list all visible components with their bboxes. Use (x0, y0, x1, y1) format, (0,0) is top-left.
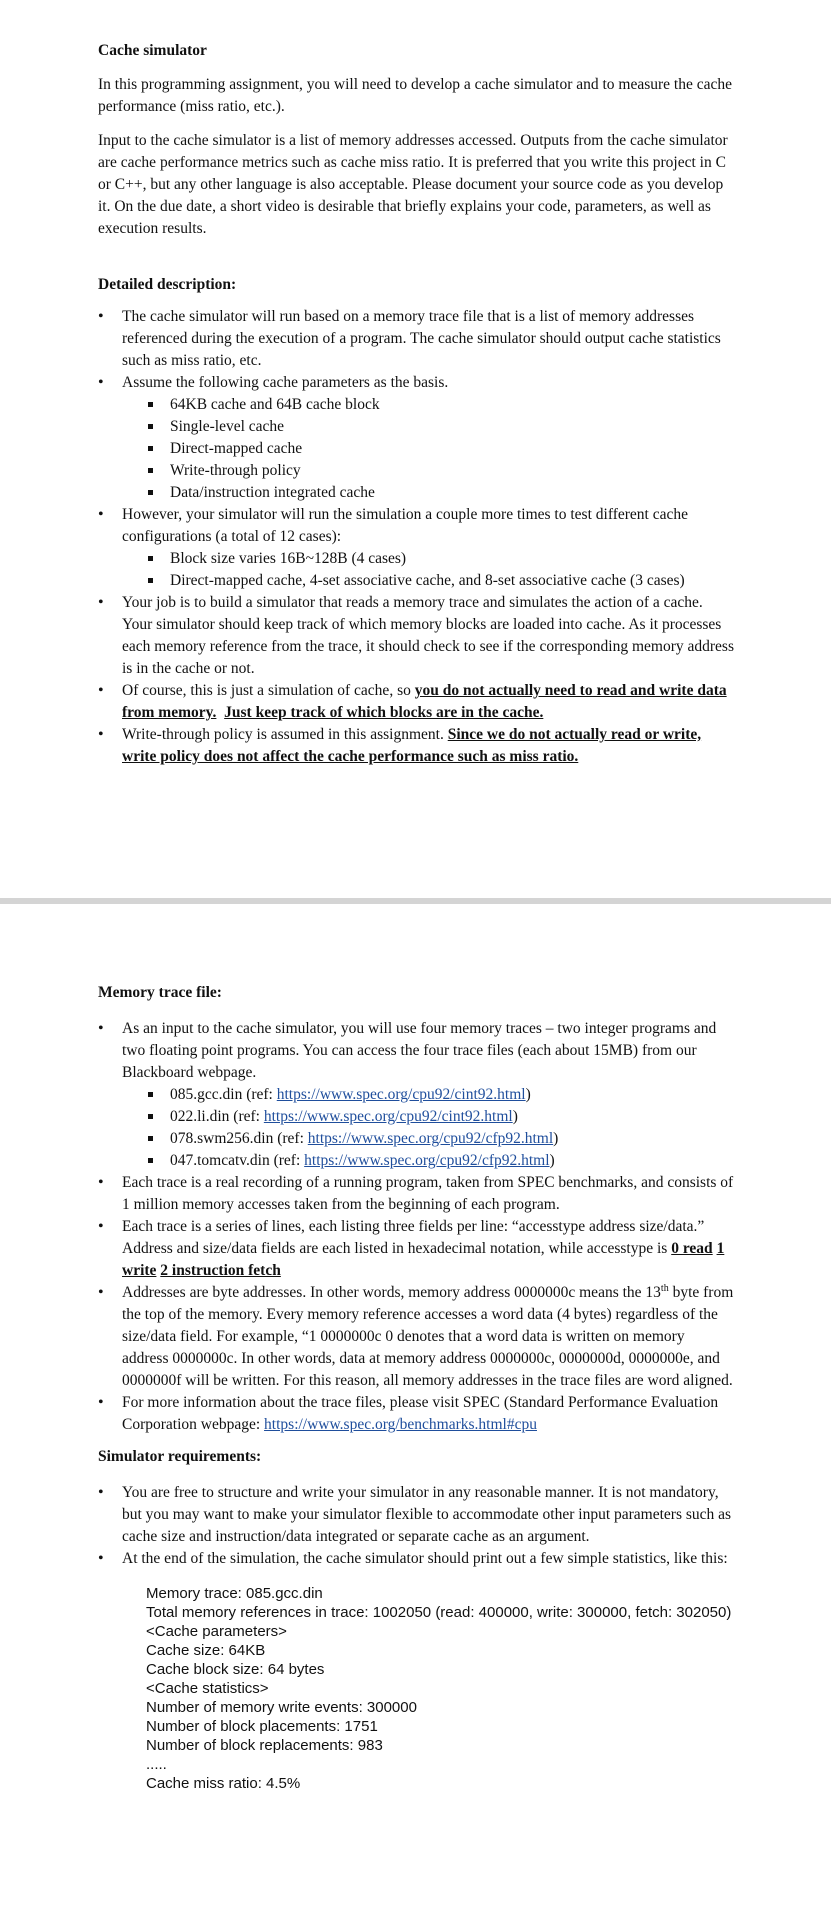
list-item-text: Write-through policy is assumed in this assignment. (122, 726, 448, 743)
output-line: Total memory references in trace: 1002050 (read: 400000, write: 300000, fetch: 302050) (146, 1604, 732, 1621)
trace-file-item (146, 1084, 734, 1106)
paren: ) (525, 1086, 531, 1103)
list-item (98, 1548, 734, 1570)
simulator-requirements-list (98, 1482, 734, 1570)
intro-paragraph-1: In this programming assignment, you will need to develop a cache simulator and to measure the cache performance (miss ratio, etc.). (98, 76, 733, 115)
trace-file-name: 047.tomcatv.din (ref: (170, 1152, 305, 1169)
list-item-text: As an input to the cache simulator, you will use four memory traces – two integer programs and two floating point programs. You can access the four trace files (each about 15MB) from our Blackboard webpage. (122, 1020, 717, 1081)
list-item (98, 1282, 734, 1392)
list-item-text: byte from the top of the memory. Every memory reference accesses a word data (4 bytes) regardless of the size/data field. For example, “1 0000000c 0 denotes that a word data is written on memory address 0000000c. In other words, data at memory address 0000000c, 0000000d, 0000000e, and 0000000f will be written. For this reason, all memory addresses in the trace files are word aligned. (122, 1284, 734, 1389)
list-item-text: Each trace is a series of lines, each listing three fields per line: “accesstype address size/data.” Address and size/data fields are each listed in hexadecimal notation, while accesstype is (122, 1218, 705, 1257)
list-item (98, 1482, 734, 1548)
paren: ) (549, 1152, 555, 1169)
list-item (98, 680, 734, 724)
trace-file-item (146, 1128, 734, 1150)
list-item (98, 1392, 734, 1436)
emphasis-text: you do not actually need to read and write data from memory. (122, 682, 727, 721)
output-line: Number of block replacements: 983 (146, 1737, 383, 1754)
sub-list-item: Single-level cache (146, 416, 734, 438)
list-item (98, 724, 734, 768)
list-item-text: Assume the following cache parameters as the basis. (122, 374, 449, 391)
list-item-text: Of course, this is just a simulation of cache, so (122, 682, 415, 699)
list-item (98, 1216, 734, 1282)
list-item (98, 592, 734, 680)
trace-ref-link[interactable]: https://www.spec.org/cpu92/cfp92.html (304, 1152, 550, 1169)
sub-list-item: 64KB cache and 64B cache block (146, 394, 734, 416)
list-item-text: Each trace is a real recording of a running program, taken from SPEC benchmarks, and consists of 1 million memory accesses taken from the beginning of each program. (122, 1174, 734, 1213)
output-line: Cache block size: 64 bytes (146, 1661, 325, 1678)
page-2-content (98, 982, 734, 1793)
intro-paragraph-2: Input to the cache simulator is a list of memory addresses accessed. Outputs from the cache simulator are cache performance metrics such as cache miss ratio. It is preferred that you write this project in C or C++, but any other language is also acceptable. Please document your source code as you develop it. On the due date, a short video is desirable that briefly explains your code, parameters, as well as execution results. (98, 132, 728, 237)
trace-file-item (146, 1150, 734, 1172)
accesstype-read: 0 read (671, 1240, 713, 1257)
sub-list-item: Write-through policy (146, 460, 734, 482)
sub-list-item: Direct-mapped cache, 4-set associative cache, and 8-set associative cache (3 cases) (146, 570, 734, 592)
paren: ) (553, 1130, 559, 1147)
cache-configurations-list (122, 548, 734, 592)
accesstype-fetch: 2 instruction fetch (160, 1262, 281, 1279)
output-line: Number of memory write events: 300000 (146, 1699, 417, 1716)
output-line: <Cache parameters> (146, 1623, 287, 1640)
cache-parameters-list (122, 394, 734, 504)
ordinal-suffix: th (660, 1282, 669, 1294)
list-item-text: Your job is to build a simulator that reads a memory trace and simulates the action of a cache. Your simulator should keep track of which memory blocks are loaded into cache. As it processes each memory reference from the trace, it should check to see if the corresponding memory address is in the cache or not. (122, 594, 735, 677)
trace-files-list (122, 1084, 734, 1172)
list-item (98, 372, 734, 504)
memory-trace-heading: Memory trace file: (98, 984, 222, 1001)
trace-file-item (146, 1106, 734, 1128)
sample-output-block (146, 1584, 734, 1793)
list-item (98, 1172, 734, 1216)
emphasis-text: Since we do not actually read or write, write policy does not affect the cache performance such as miss ratio. (122, 726, 702, 765)
list-item-text: However, your simulator will run the simulation a couple more times to test different cache configurations (a total of 12 cases): (122, 506, 688, 545)
accesstype-write: 1 write (122, 1240, 725, 1279)
trace-ref-link[interactable]: https://www.spec.org/cpu92/cint92.html (276, 1086, 526, 1103)
list-item-text: For more information about the trace files, please visit SPEC (Standard Performance Evaluation Corporation webpage: (122, 1394, 719, 1433)
document-page-2 (0, 904, 831, 1920)
paren: ) (512, 1108, 518, 1125)
memory-trace-list (98, 1018, 734, 1436)
list-item (98, 1018, 734, 1172)
output-line: <Cache statistics> (146, 1680, 269, 1697)
trace-file-name: 022.li.din (ref: (170, 1108, 264, 1125)
list-item-text: At the end of the simulation, the cache simulator should print out a few simple statistics, like this: (122, 1550, 728, 1567)
page-1-content (98, 40, 734, 768)
trace-ref-link[interactable]: https://www.spec.org/cpu92/cfp92.html (307, 1130, 554, 1147)
output-line: Number of block placements: 1751 (146, 1718, 378, 1735)
sub-list-item: Direct-mapped cache (146, 438, 734, 460)
emphasis-text: Just keep track of which blocks are in the cache. (224, 704, 544, 721)
trace-file-name: 078.swm256.din (ref: (170, 1130, 308, 1147)
output-line: Cache miss ratio: 4.5% (146, 1775, 301, 1792)
output-line: ..... (146, 1756, 167, 1773)
sub-list-item: Data/instruction integrated cache (146, 482, 734, 504)
output-line: Cache size: 64KB (146, 1642, 266, 1659)
output-line: Memory trace: 085.gcc.din (146, 1585, 323, 1602)
spec-benchmarks-link[interactable]: https://www.spec.org/benchmarks.html#cpu (264, 1416, 537, 1433)
trace-ref-link[interactable]: https://www.spec.org/cpu92/cint92.html (263, 1108, 513, 1125)
detailed-description-list (98, 306, 734, 768)
list-item-text: The cache simulator will run based on a memory trace file that is a list of memory addresses referenced during the execution of a program. The cache simulator should output cache statistics such as miss ratio, etc. (122, 308, 721, 369)
detailed-description-heading: Detailed description: (98, 276, 237, 293)
simulator-requirements-heading: Simulator requirements: (98, 1448, 262, 1465)
sub-list-item: Block size varies 16B~128B (4 cases) (146, 548, 734, 570)
document-page-1 (0, 0, 831, 898)
list-item-text: Addresses are byte addresses. In other words, memory address 0000000c means the 13 (122, 1284, 661, 1301)
document-title: Cache simulator (98, 42, 207, 59)
list-item-text: You are free to structure and write your simulator in any reasonable manner. It is not mandatory, but you may want to make your simulator flexible to accommodate other input parameters such as cache size and instruction/data integrated or separate cache as an argument. (122, 1484, 732, 1545)
list-item (98, 306, 734, 372)
trace-file-name: 085.gcc.din (ref: (170, 1086, 277, 1103)
list-item (98, 504, 734, 592)
